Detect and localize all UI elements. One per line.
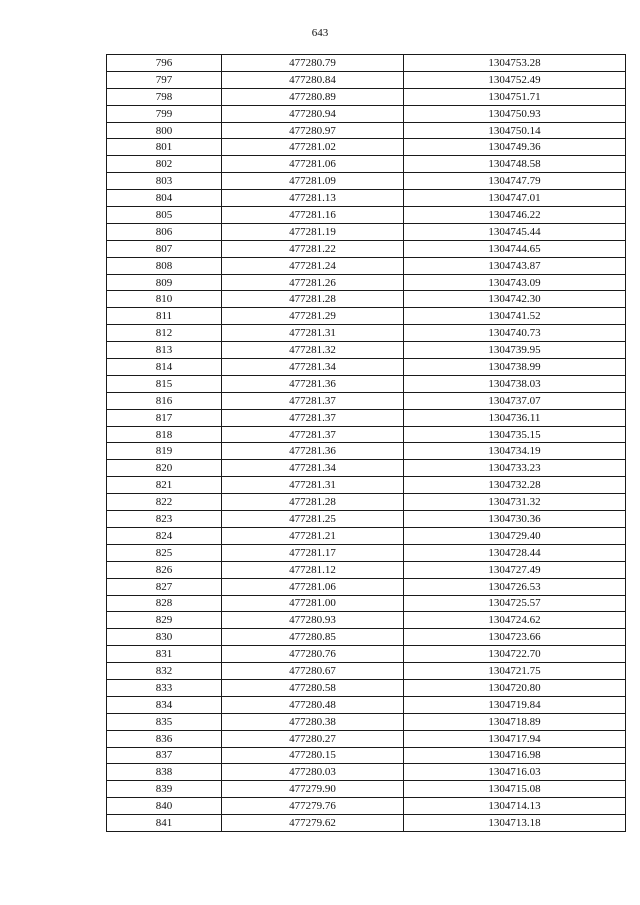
table-row (107, 663, 626, 680)
table-row (107, 612, 626, 629)
x-coordinate-cell: 477281.12 (222, 561, 404, 578)
table-row (107, 274, 626, 291)
x-coordinate-cell: 477281.19 (222, 223, 404, 240)
point-number-cell: 821 (107, 477, 222, 494)
x-coordinate-cell: 477281.16 (222, 207, 404, 224)
point-number-cell: 798 (107, 88, 222, 105)
y-coordinate-cell: 1304713.18 (404, 815, 626, 832)
table-row (107, 527, 626, 544)
page-number: 643 (311, 27, 329, 39)
point-number-cell: 802 (107, 156, 222, 173)
y-coordinate-cell: 1304714.13 (404, 798, 626, 815)
y-coordinate-cell: 1304737.07 (404, 392, 626, 409)
y-coordinate-cell: 1304750.14 (404, 122, 626, 139)
table-row (107, 392, 626, 409)
table-row (107, 105, 626, 122)
point-number-cell: 833 (107, 679, 222, 696)
y-coordinate-cell: 1304742.30 (404, 291, 626, 308)
point-number-cell: 834 (107, 696, 222, 713)
x-coordinate-cell: 477280.48 (222, 696, 404, 713)
table-row (107, 359, 626, 376)
x-coordinate-cell: 477281.22 (222, 240, 404, 257)
table-row (107, 544, 626, 561)
point-number-cell: 814 (107, 359, 222, 376)
point-number-cell: 809 (107, 274, 222, 291)
y-coordinate-cell: 1304753.28 (404, 55, 626, 72)
y-coordinate-cell: 1304721.75 (404, 663, 626, 680)
x-coordinate-cell: 477281.09 (222, 173, 404, 190)
table-row (107, 578, 626, 595)
coordinates-table (106, 54, 626, 832)
x-coordinate-cell: 477281.29 (222, 308, 404, 325)
table-row (107, 156, 626, 173)
x-coordinate-cell: 477281.13 (222, 190, 404, 207)
point-number-cell: 823 (107, 511, 222, 528)
y-coordinate-cell: 1304743.87 (404, 257, 626, 274)
point-number-cell: 829 (107, 612, 222, 629)
x-coordinate-cell: 477281.02 (222, 139, 404, 156)
y-coordinate-cell: 1304725.57 (404, 595, 626, 612)
table-row (107, 325, 626, 342)
y-coordinate-cell: 1304724.62 (404, 612, 626, 629)
y-coordinate-cell: 1304747.79 (404, 173, 626, 190)
point-number-cell: 817 (107, 409, 222, 426)
y-coordinate-cell: 1304734.19 (404, 443, 626, 460)
y-coordinate-cell: 1304717.94 (404, 730, 626, 747)
table-row (107, 764, 626, 781)
table-row (107, 409, 626, 426)
table-row (107, 713, 626, 730)
y-coordinate-cell: 1304716.98 (404, 747, 626, 764)
y-coordinate-cell: 1304749.36 (404, 139, 626, 156)
x-coordinate-cell: 477281.17 (222, 544, 404, 561)
y-coordinate-cell: 1304726.53 (404, 578, 626, 595)
table-row (107, 257, 626, 274)
y-coordinate-cell: 1304722.70 (404, 646, 626, 663)
y-coordinate-cell: 1304728.44 (404, 544, 626, 561)
x-coordinate-cell: 477281.32 (222, 342, 404, 359)
point-number-cell: 813 (107, 342, 222, 359)
table-row (107, 55, 626, 72)
table-row (107, 291, 626, 308)
coordinates-table-body (107, 55, 626, 832)
point-number-cell: 841 (107, 815, 222, 832)
x-coordinate-cell: 477280.97 (222, 122, 404, 139)
point-number-cell: 810 (107, 291, 222, 308)
x-coordinate-cell: 477281.24 (222, 257, 404, 274)
y-coordinate-cell: 1304740.73 (404, 325, 626, 342)
x-coordinate-cell: 477281.26 (222, 274, 404, 291)
point-number-cell: 818 (107, 426, 222, 443)
y-coordinate-cell: 1304723.66 (404, 629, 626, 646)
y-coordinate-cell: 1304743.09 (404, 274, 626, 291)
point-number-cell: 838 (107, 764, 222, 781)
point-number-cell: 803 (107, 173, 222, 190)
y-coordinate-cell: 1304744.65 (404, 240, 626, 257)
point-number-cell: 797 (107, 71, 222, 88)
x-coordinate-cell: 477281.06 (222, 156, 404, 173)
table-row (107, 679, 626, 696)
x-coordinate-cell: 477281.34 (222, 359, 404, 376)
x-coordinate-cell: 477281.06 (222, 578, 404, 595)
table-row (107, 375, 626, 392)
point-number-cell: 836 (107, 730, 222, 747)
x-coordinate-cell: 477280.85 (222, 629, 404, 646)
point-number-cell: 840 (107, 798, 222, 815)
point-number-cell: 800 (107, 122, 222, 139)
x-coordinate-cell: 477280.03 (222, 764, 404, 781)
x-coordinate-cell: 477280.79 (222, 55, 404, 72)
x-coordinate-cell: 477280.84 (222, 71, 404, 88)
x-coordinate-cell: 477279.90 (222, 781, 404, 798)
y-coordinate-cell: 1304739.95 (404, 342, 626, 359)
table-row (107, 747, 626, 764)
point-number-cell: 825 (107, 544, 222, 561)
table-row (107, 122, 626, 139)
y-coordinate-cell: 1304718.89 (404, 713, 626, 730)
table-row (107, 696, 626, 713)
x-coordinate-cell: 477281.31 (222, 325, 404, 342)
point-number-cell: 830 (107, 629, 222, 646)
y-coordinate-cell: 1304735.15 (404, 426, 626, 443)
point-number-cell: 812 (107, 325, 222, 342)
point-number-cell: 832 (107, 663, 222, 680)
point-number-cell: 807 (107, 240, 222, 257)
x-coordinate-cell: 477281.00 (222, 595, 404, 612)
table-row (107, 781, 626, 798)
point-number-cell: 824 (107, 527, 222, 544)
y-coordinate-cell: 1304747.01 (404, 190, 626, 207)
point-number-cell: 822 (107, 494, 222, 511)
table-row (107, 561, 626, 578)
table-row (107, 308, 626, 325)
point-number-cell: 808 (107, 257, 222, 274)
y-coordinate-cell: 1304716.03 (404, 764, 626, 781)
table-row (107, 223, 626, 240)
point-number-cell: 837 (107, 747, 222, 764)
point-number-cell: 820 (107, 460, 222, 477)
point-number-cell: 827 (107, 578, 222, 595)
x-coordinate-cell: 477281.36 (222, 375, 404, 392)
table-row (107, 139, 626, 156)
point-number-cell: 828 (107, 595, 222, 612)
x-coordinate-cell: 477281.21 (222, 527, 404, 544)
point-number-cell: 805 (107, 207, 222, 224)
x-coordinate-cell: 477280.27 (222, 730, 404, 747)
point-number-cell: 835 (107, 713, 222, 730)
table-row (107, 798, 626, 815)
y-coordinate-cell: 1304715.08 (404, 781, 626, 798)
y-coordinate-cell: 1304729.40 (404, 527, 626, 544)
x-coordinate-cell: 477280.38 (222, 713, 404, 730)
point-number-cell: 799 (107, 105, 222, 122)
table-row (107, 730, 626, 747)
x-coordinate-cell: 477279.76 (222, 798, 404, 815)
y-coordinate-cell: 1304741.52 (404, 308, 626, 325)
y-coordinate-cell: 1304748.58 (404, 156, 626, 173)
point-number-cell: 804 (107, 190, 222, 207)
y-coordinate-cell: 1304751.71 (404, 88, 626, 105)
table-row (107, 511, 626, 528)
table-row (107, 443, 626, 460)
x-coordinate-cell: 477280.94 (222, 105, 404, 122)
y-coordinate-cell: 1304746.22 (404, 207, 626, 224)
x-coordinate-cell: 477281.25 (222, 511, 404, 528)
y-coordinate-cell: 1304719.84 (404, 696, 626, 713)
table-row (107, 88, 626, 105)
table-row (107, 629, 626, 646)
table-row (107, 460, 626, 477)
table-row (107, 71, 626, 88)
table-row (107, 207, 626, 224)
x-coordinate-cell: 477280.89 (222, 88, 404, 105)
x-coordinate-cell: 477281.37 (222, 409, 404, 426)
y-coordinate-cell: 1304720.80 (404, 679, 626, 696)
point-number-cell: 816 (107, 392, 222, 409)
x-coordinate-cell: 477279.62 (222, 815, 404, 832)
y-coordinate-cell: 1304732.28 (404, 477, 626, 494)
table-row (107, 595, 626, 612)
table-row (107, 342, 626, 359)
table-row (107, 494, 626, 511)
x-coordinate-cell: 477281.31 (222, 477, 404, 494)
x-coordinate-cell: 477281.34 (222, 460, 404, 477)
x-coordinate-cell: 477281.37 (222, 426, 404, 443)
point-number-cell: 811 (107, 308, 222, 325)
point-number-cell: 801 (107, 139, 222, 156)
x-coordinate-cell: 477281.37 (222, 392, 404, 409)
y-coordinate-cell: 1304731.32 (404, 494, 626, 511)
point-number-cell: 796 (107, 55, 222, 72)
point-number-cell: 819 (107, 443, 222, 460)
y-coordinate-cell: 1304738.99 (404, 359, 626, 376)
y-coordinate-cell: 1304733.23 (404, 460, 626, 477)
table-row (107, 240, 626, 257)
y-coordinate-cell: 1304727.49 (404, 561, 626, 578)
y-coordinate-cell: 1304736.11 (404, 409, 626, 426)
table-row (107, 477, 626, 494)
x-coordinate-cell: 477281.28 (222, 494, 404, 511)
table-row (107, 815, 626, 832)
x-coordinate-cell: 477280.93 (222, 612, 404, 629)
y-coordinate-cell: 1304730.36 (404, 511, 626, 528)
table-row (107, 646, 626, 663)
point-number-cell: 831 (107, 646, 222, 663)
point-number-cell: 806 (107, 223, 222, 240)
table-row (107, 173, 626, 190)
x-coordinate-cell: 477280.76 (222, 646, 404, 663)
x-coordinate-cell: 477280.58 (222, 679, 404, 696)
y-coordinate-cell: 1304750.93 (404, 105, 626, 122)
table-row (107, 426, 626, 443)
table-row (107, 190, 626, 207)
x-coordinate-cell: 477281.28 (222, 291, 404, 308)
point-number-cell: 826 (107, 561, 222, 578)
point-number-cell: 839 (107, 781, 222, 798)
point-number-cell: 815 (107, 375, 222, 392)
y-coordinate-cell: 1304752.49 (404, 71, 626, 88)
x-coordinate-cell: 477281.36 (222, 443, 404, 460)
x-coordinate-cell: 477280.15 (222, 747, 404, 764)
x-coordinate-cell: 477280.67 (222, 663, 404, 680)
y-coordinate-cell: 1304745.44 (404, 223, 626, 240)
y-coordinate-cell: 1304738.03 (404, 375, 626, 392)
